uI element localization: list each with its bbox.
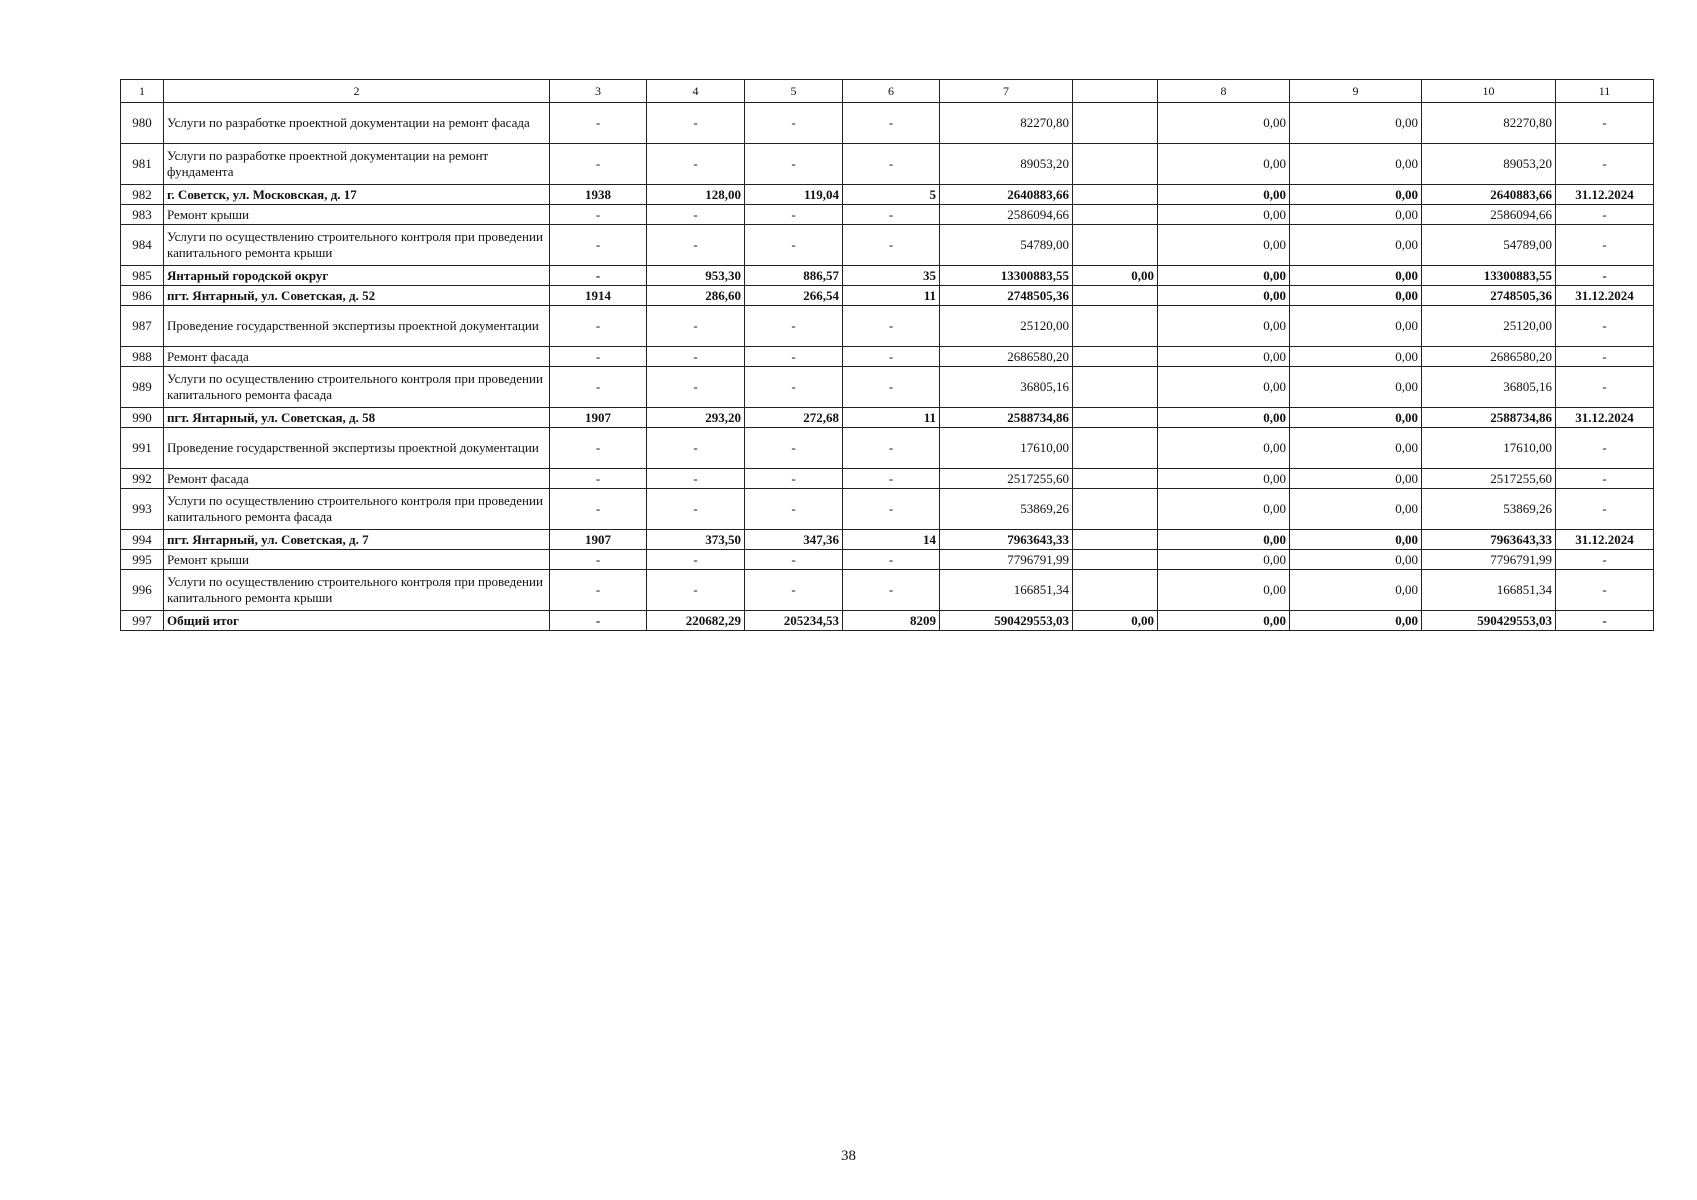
cell-col11: - [1556,306,1654,347]
cell-col4: - [647,550,745,570]
cell-col6: 14 [843,530,940,550]
header-cell [1073,80,1158,103]
item-name: Ремонт фасада [164,469,550,489]
cell-col5: - [745,550,843,570]
cell-col6: - [843,225,940,266]
cell-col4: - [647,225,745,266]
item-name: Услуги по осуществлению строительного контроля при проведении капитального ремонта фасада [164,489,550,530]
cell-col10: 82270,80 [1422,103,1556,144]
cell-col8: 0,00 [1158,347,1290,367]
cell-col4: - [647,469,745,489]
cell-col9: 0,00 [1290,530,1422,550]
cell-col4: 220682,29 [647,611,745,631]
cell-col5: - [745,306,843,347]
item-name: Ремонт крыши [164,550,550,570]
cell-col11: 31.12.2024 [1556,185,1654,205]
cell-col3: 1914 [550,286,647,306]
cell-extra [1073,286,1158,306]
cell-extra [1073,144,1158,185]
cell-col10: 2748505,36 [1422,286,1556,306]
cell-col9: 0,00 [1290,103,1422,144]
cell-col10: 54789,00 [1422,225,1556,266]
cell-extra: 0,00 [1073,266,1158,286]
cell-col8: 0,00 [1158,205,1290,225]
cell-col9: 0,00 [1290,306,1422,347]
cell-col7: 2640883,66 [940,185,1073,205]
cell-col4: - [647,205,745,225]
cell-col7: 2748505,36 [940,286,1073,306]
row-number: 994 [121,530,164,550]
cell-col7: 36805,16 [940,367,1073,408]
item-name: пгт. Янтарный, ул. Советская, д. 7 [164,530,550,550]
cell-col6: 11 [843,286,940,306]
cell-col4: 953,30 [647,266,745,286]
table-row [121,570,1654,611]
row-number: 985 [121,266,164,286]
item-name: Янтарный городской округ [164,266,550,286]
row-number: 996 [121,570,164,611]
row-number: 983 [121,205,164,225]
item-name: Услуги по разработке проектной документации на ремонт фундамента [164,144,550,185]
cell-col8: 0,00 [1158,611,1290,631]
cell-col3: 1938 [550,185,647,205]
header-cell: 6 [843,80,940,103]
cell-col4: - [647,144,745,185]
row-number: 988 [121,347,164,367]
cell-col9: 0,00 [1290,469,1422,489]
cell-col4: - [647,306,745,347]
cell-col11: - [1556,428,1654,469]
cell-col3: - [550,347,647,367]
cell-col10: 590429553,03 [1422,611,1556,631]
cell-col10: 25120,00 [1422,306,1556,347]
cell-col9: 0,00 [1290,286,1422,306]
cell-col6: - [843,550,940,570]
cell-extra [1073,225,1158,266]
cell-col7: 590429553,03 [940,611,1073,631]
cell-col4: - [647,347,745,367]
table-row [121,428,1654,469]
header-cell: 2 [164,80,550,103]
cell-col6: - [843,428,940,469]
cell-col9: 0,00 [1290,185,1422,205]
item-name: Услуги по осуществлению строительного контроля при проведении капитального ремонта крыши [164,225,550,266]
cell-col5: 119,04 [745,185,843,205]
cell-col5: - [745,225,843,266]
cell-col11: 31.12.2024 [1556,408,1654,428]
cell-col8: 0,00 [1158,550,1290,570]
cell-extra [1073,367,1158,408]
cell-col8: 0,00 [1158,185,1290,205]
cell-col5: - [745,469,843,489]
cell-extra [1073,205,1158,225]
item-name: Общий итог [164,611,550,631]
cell-col6: - [843,489,940,530]
cell-col7: 82270,80 [940,103,1073,144]
cell-col7: 89053,20 [940,144,1073,185]
row-number: 987 [121,306,164,347]
header-cell: 3 [550,80,647,103]
cell-extra: 0,00 [1073,611,1158,631]
cell-col6: 5 [843,185,940,205]
table-row [121,469,1654,489]
item-name: Услуги по осуществлению строительного контроля при проведении капитального ремонта крыши [164,570,550,611]
table-row [121,306,1654,347]
table-row [121,225,1654,266]
table-row [121,144,1654,185]
cell-col5: - [745,205,843,225]
cell-col3: - [550,428,647,469]
cell-col8: 0,00 [1158,144,1290,185]
cell-col4: 373,50 [647,530,745,550]
cell-col4: - [647,489,745,530]
cell-col8: 0,00 [1158,469,1290,489]
row-number: 990 [121,408,164,428]
cell-col10: 53869,26 [1422,489,1556,530]
cell-col5: - [745,144,843,185]
cell-col9: 0,00 [1290,144,1422,185]
header-cell: 7 [940,80,1073,103]
cell-col3: - [550,306,647,347]
cell-col11: - [1556,489,1654,530]
cell-col9: 0,00 [1290,367,1422,408]
cell-col11: - [1556,469,1654,489]
cell-col9: 0,00 [1290,428,1422,469]
cell-col10: 17610,00 [1422,428,1556,469]
cell-col8: 0,00 [1158,266,1290,286]
cell-col11: - [1556,570,1654,611]
table-row [121,103,1654,144]
cell-col11: - [1556,103,1654,144]
cell-extra [1073,185,1158,205]
header-cell: 11 [1556,80,1654,103]
cell-col7: 2517255,60 [940,469,1073,489]
cell-col10: 2586094,66 [1422,205,1556,225]
cell-col4: 293,20 [647,408,745,428]
table-row [121,347,1654,367]
cell-col7: 53869,26 [940,489,1073,530]
cell-col5: 272,68 [745,408,843,428]
row-number: 984 [121,225,164,266]
cell-col7: 17610,00 [940,428,1073,469]
item-name: Ремонт крыши [164,205,550,225]
cell-col11: - [1556,266,1654,286]
cell-col5: 266,54 [745,286,843,306]
cell-col7: 25120,00 [940,306,1073,347]
cell-col4: - [647,367,745,408]
cell-col10: 13300883,55 [1422,266,1556,286]
item-name: Услуги по разработке проектной документации на ремонт фасада [164,103,550,144]
capital-repair-table [120,79,1654,631]
cell-col8: 0,00 [1158,103,1290,144]
header-cell: 9 [1290,80,1422,103]
cell-col5: - [745,367,843,408]
cell-col3: - [550,469,647,489]
cell-col10: 2640883,66 [1422,185,1556,205]
item-name: Проведение государственной экспертизы проектной документации [164,428,550,469]
cell-col3: - [550,367,647,408]
cell-col8: 0,00 [1158,408,1290,428]
cell-col7: 7796791,99 [940,550,1073,570]
cell-col6: 11 [843,408,940,428]
cell-col5: 205234,53 [745,611,843,631]
cell-col8: 0,00 [1158,489,1290,530]
cell-col11: - [1556,347,1654,367]
item-name: г. Советск, ул. Московская, д. 17 [164,185,550,205]
cell-col11: 31.12.2024 [1556,530,1654,550]
table-row [121,205,1654,225]
cell-col7: 13300883,55 [940,266,1073,286]
cell-col6: - [843,469,940,489]
cell-col10: 89053,20 [1422,144,1556,185]
cell-col5: 886,57 [745,266,843,286]
page-number: 38 [841,1148,856,1164]
cell-col8: 0,00 [1158,306,1290,347]
row-number: 993 [121,489,164,530]
cell-extra [1073,570,1158,611]
row-number: 997 [121,611,164,631]
cell-extra [1073,408,1158,428]
cell-col11: - [1556,550,1654,570]
cell-col9: 0,00 [1290,489,1422,530]
cell-col6: - [843,205,940,225]
header-cell: 5 [745,80,843,103]
cell-col7: 2588734,86 [940,408,1073,428]
cell-col8: 0,00 [1158,428,1290,469]
cell-col5: - [745,347,843,367]
cell-extra [1073,347,1158,367]
cell-col4: - [647,103,745,144]
cell-col6: - [843,306,940,347]
cell-col3: - [550,266,647,286]
cell-col5: 347,36 [745,530,843,550]
header-cell: 8 [1158,80,1290,103]
column-number-header-row [121,80,1654,103]
cell-col3: - [550,550,647,570]
cell-col8: 0,00 [1158,570,1290,611]
cell-col11: - [1556,367,1654,408]
header-cell: 4 [647,80,745,103]
cell-col9: 0,00 [1290,550,1422,570]
cell-col3: - [550,570,647,611]
cell-col6: 35 [843,266,940,286]
cell-col5: - [745,489,843,530]
item-name: Ремонт фасада [164,347,550,367]
row-number: 989 [121,367,164,408]
cell-extra [1073,428,1158,469]
table-row [121,185,1654,205]
grand-total-row [121,611,1654,631]
cell-col9: 0,00 [1290,611,1422,631]
cell-col3: - [550,103,647,144]
cell-extra [1073,489,1158,530]
cell-col10: 7963643,33 [1422,530,1556,550]
cell-col3: - [550,144,647,185]
cell-col3: 1907 [550,408,647,428]
row-number: 995 [121,550,164,570]
cell-col6: 8209 [843,611,940,631]
table-row [121,286,1654,306]
cell-extra [1073,530,1158,550]
cell-col9: 0,00 [1290,347,1422,367]
cell-col3: - [550,489,647,530]
cell-col9: 0,00 [1290,225,1422,266]
cell-col10: 166851,34 [1422,570,1556,611]
cell-col3: - [550,225,647,266]
header-cell: 10 [1422,80,1556,103]
row-number: 981 [121,144,164,185]
cell-col7: 54789,00 [940,225,1073,266]
cell-col8: 0,00 [1158,286,1290,306]
cell-col6: - [843,144,940,185]
cell-extra [1073,550,1158,570]
cell-col11: - [1556,611,1654,631]
row-number: 982 [121,185,164,205]
cell-col6: - [843,570,940,611]
cell-col7: 166851,34 [940,570,1073,611]
cell-col10: 36805,16 [1422,367,1556,408]
cell-col9: 0,00 [1290,408,1422,428]
cell-col10: 7796791,99 [1422,550,1556,570]
cell-col7: 2586094,66 [940,205,1073,225]
cell-col4: 128,00 [647,185,745,205]
cell-col11: - [1556,144,1654,185]
table-row [121,489,1654,530]
table-row [121,367,1654,408]
row-number: 986 [121,286,164,306]
item-name: Услуги по осуществлению строительного контроля при проведении капитального ремонта фасада [164,367,550,408]
table-row [121,266,1654,286]
cell-col9: 0,00 [1290,205,1422,225]
cell-col6: - [843,347,940,367]
header-cell: 1 [121,80,164,103]
cell-col10: 2588734,86 [1422,408,1556,428]
cell-col3: - [550,611,647,631]
row-number: 992 [121,469,164,489]
cell-extra [1073,469,1158,489]
cell-col9: 0,00 [1290,266,1422,286]
cell-col11: - [1556,205,1654,225]
cell-col3: - [550,205,647,225]
cell-col5: - [745,428,843,469]
item-name: пгт. Янтарный, ул. Советская, д. 52 [164,286,550,306]
cell-col7: 2686580,20 [940,347,1073,367]
row-number: 991 [121,428,164,469]
cell-col4: - [647,428,745,469]
cell-col10: 2517255,60 [1422,469,1556,489]
cell-col8: 0,00 [1158,367,1290,408]
cell-col10: 2686580,20 [1422,347,1556,367]
item-name: Проведение государственной экспертизы проектной документации [164,306,550,347]
table-row [121,530,1654,550]
cell-col6: - [843,103,940,144]
cell-extra [1073,103,1158,144]
table-row [121,408,1654,428]
cell-extra [1073,306,1158,347]
cell-col11: - [1556,225,1654,266]
cell-col5: - [745,570,843,611]
cell-col8: 0,00 [1158,530,1290,550]
cell-col11: 31.12.2024 [1556,286,1654,306]
cell-col9: 0,00 [1290,570,1422,611]
item-name: пгт. Янтарный, ул. Советская, д. 58 [164,408,550,428]
table-row [121,550,1654,570]
cell-col4: 286,60 [647,286,745,306]
cell-col8: 0,00 [1158,225,1290,266]
cell-col4: - [647,570,745,611]
row-number: 980 [121,103,164,144]
cell-col3: 1907 [550,530,647,550]
cell-col6: - [843,367,940,408]
cell-col7: 7963643,33 [940,530,1073,550]
cell-col5: - [745,103,843,144]
